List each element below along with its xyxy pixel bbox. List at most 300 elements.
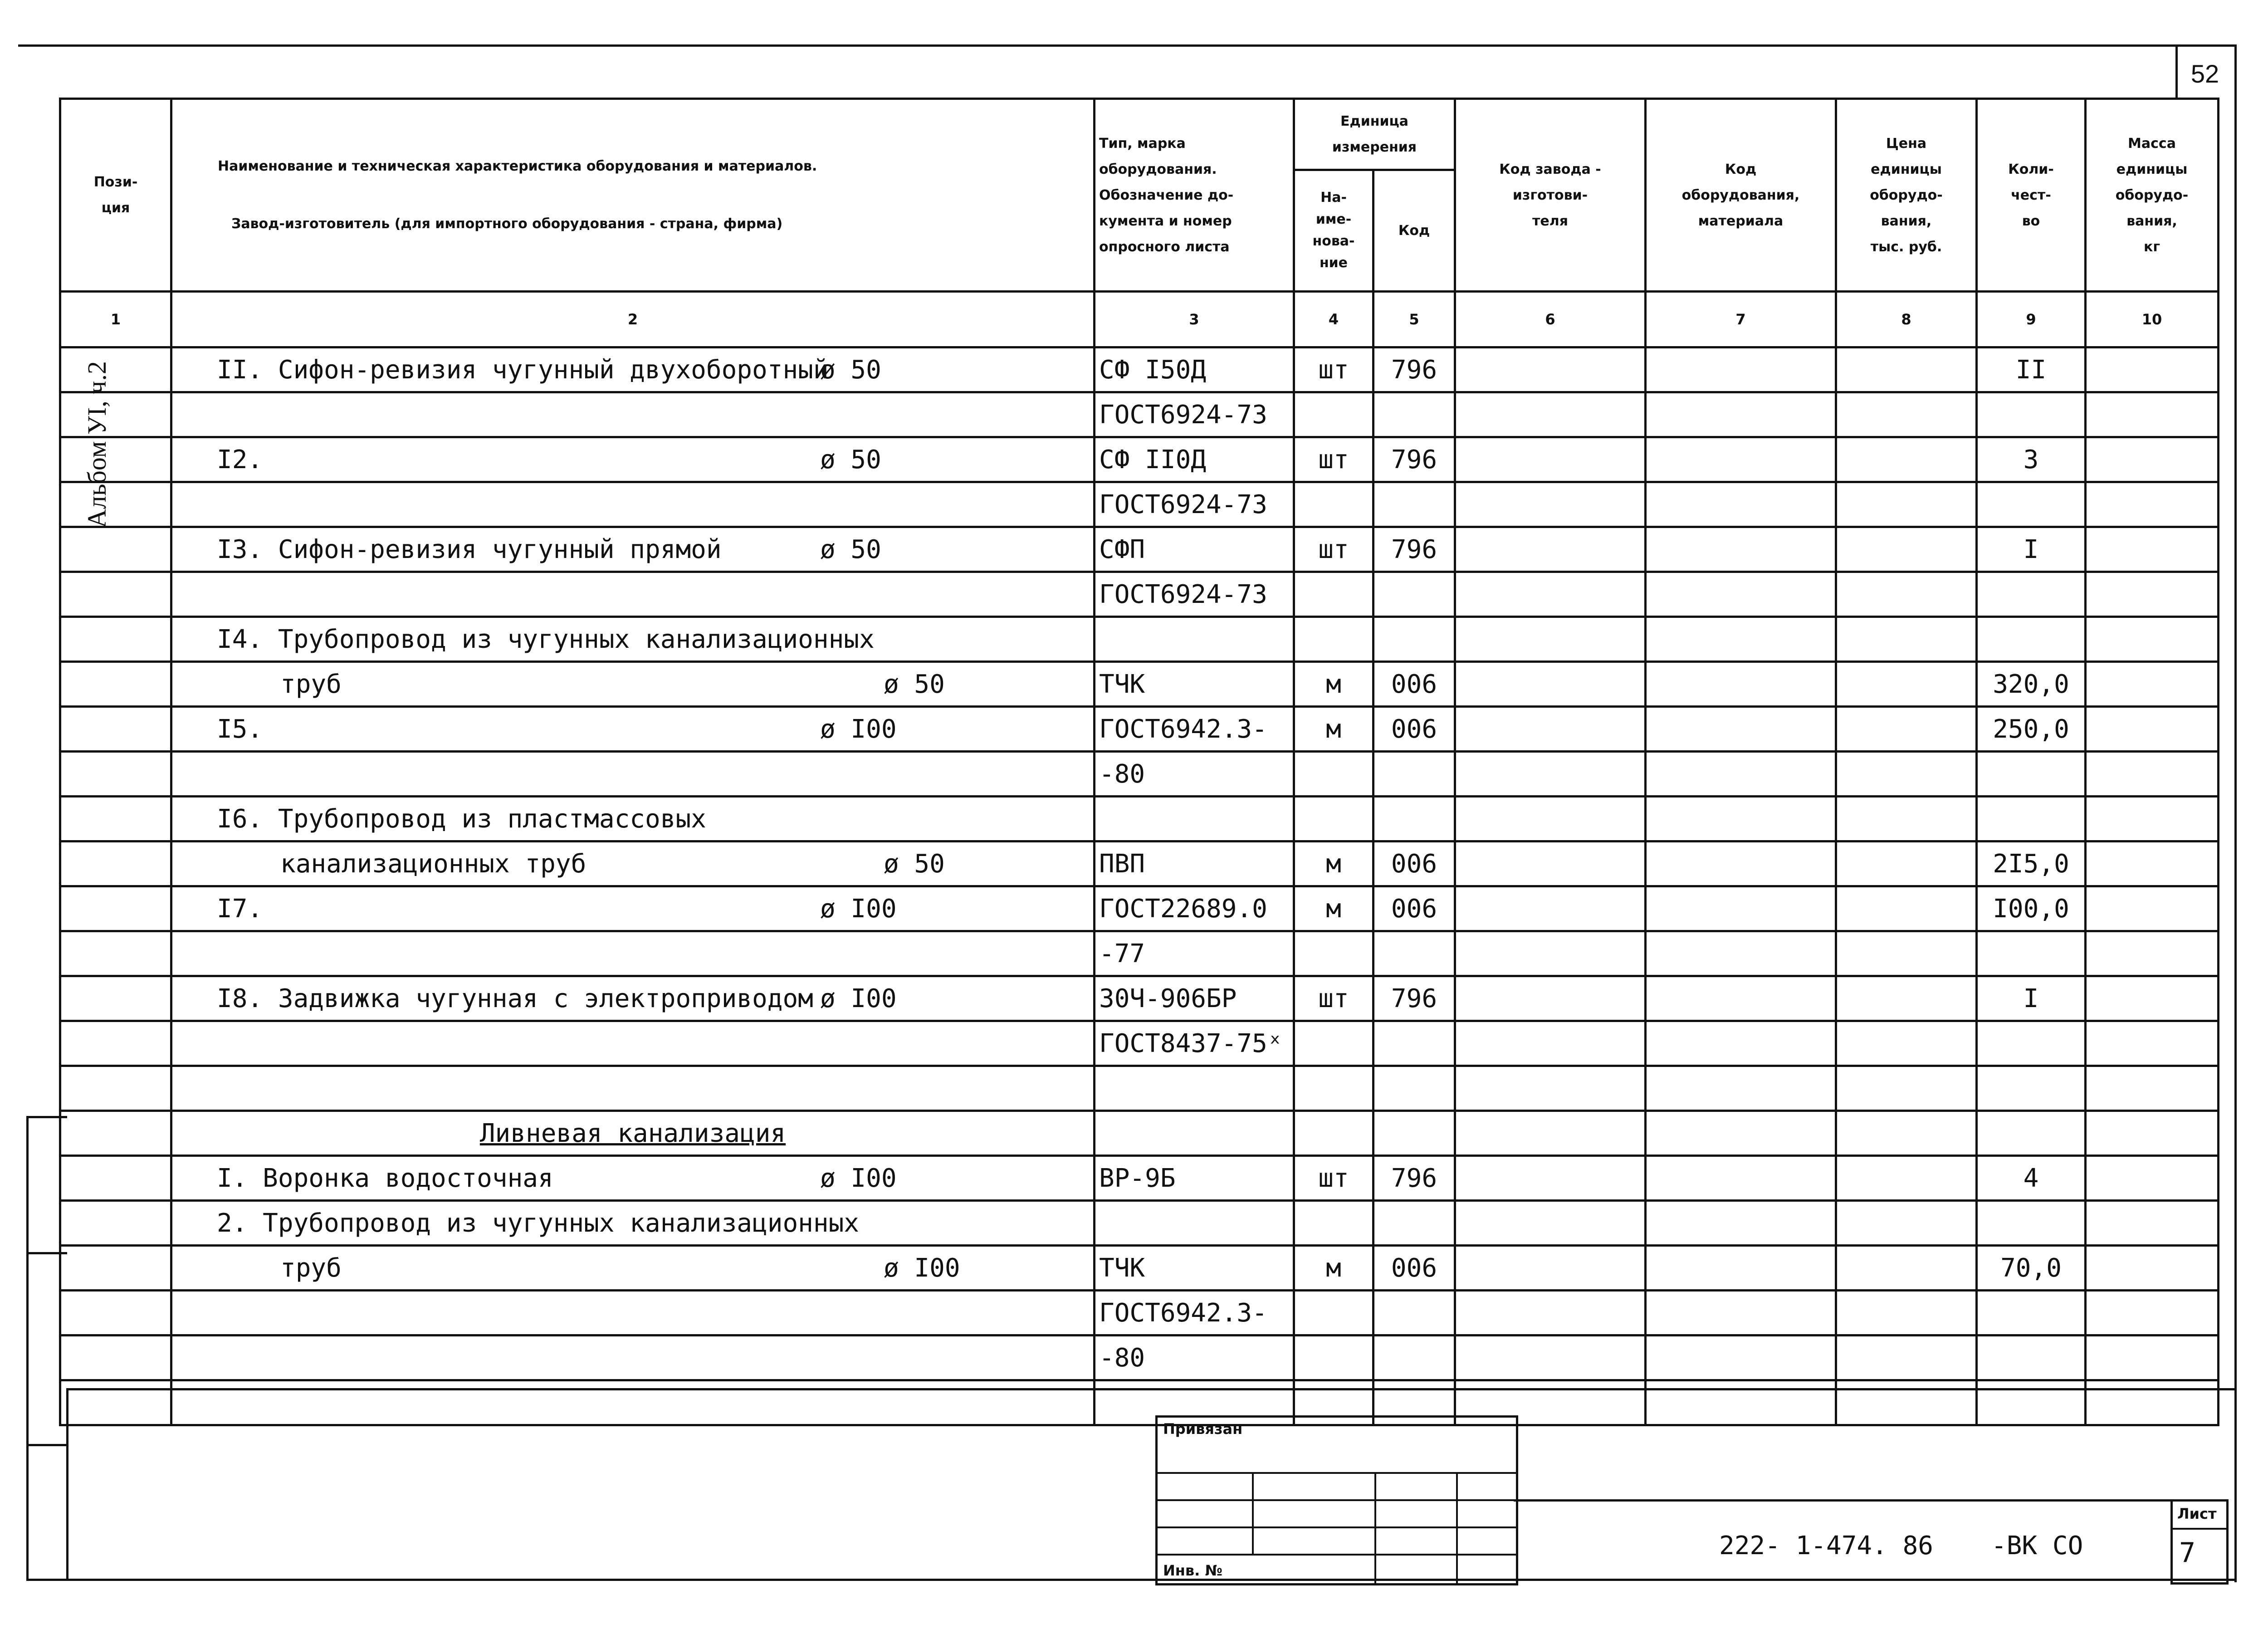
stamp-line xyxy=(1158,1499,1516,1501)
cell-factory-code xyxy=(1455,707,1646,752)
table-row xyxy=(60,572,2219,617)
cell-mass xyxy=(2086,1111,2219,1156)
cell-type: СФП xyxy=(1095,527,1294,572)
table-row xyxy=(60,1156,2219,1201)
column-number: 4 xyxy=(1294,292,1374,347)
cell-quantity xyxy=(1977,797,2086,841)
cell-position xyxy=(60,1246,171,1291)
item-diameter: ø 50 xyxy=(884,669,945,699)
table-row xyxy=(60,1380,2219,1425)
cell-type xyxy=(1095,1066,1294,1111)
cell-position xyxy=(60,437,171,482)
header-name-line1: Наименование и техническая характеристика оборудования и материалов. xyxy=(218,158,817,174)
cell-quantity xyxy=(1977,1021,2086,1066)
column-number: 1 xyxy=(60,292,171,347)
stamp-label: Привязан xyxy=(1163,1420,1243,1438)
cell-unit-code xyxy=(1374,1066,1455,1111)
cell-equipment-code xyxy=(1646,572,1836,617)
cell-type: ГОСТ6924-73 xyxy=(1095,392,1294,437)
cell-name xyxy=(171,1066,1095,1111)
cell-factory-code xyxy=(1455,392,1646,437)
cell-name xyxy=(171,976,1095,1021)
cell-factory-code xyxy=(1455,1291,1646,1336)
cell-quantity xyxy=(1977,482,2086,527)
table-row xyxy=(60,1021,2219,1066)
cell-unit-code xyxy=(1374,1111,1455,1156)
cell-quantity: 70,0 xyxy=(1977,1246,2086,1291)
cell-unit xyxy=(1294,1291,1374,1336)
cell-mass xyxy=(2086,886,2219,931)
cell-name xyxy=(171,1380,1095,1425)
cell-quantity xyxy=(1977,1066,2086,1111)
header-unit-group: Единица измерения xyxy=(1294,99,1455,170)
cell-equipment-code xyxy=(1646,797,1836,841)
table-row xyxy=(60,976,2219,1021)
document-suffix: -ВК СО xyxy=(1991,1531,2083,1561)
stamp-line xyxy=(1252,1472,1254,1554)
cell-unit: м xyxy=(1294,841,1374,886)
cell-name: Ливневая канализация xyxy=(171,1111,1095,1156)
cell-name xyxy=(171,392,1095,437)
sheet-number: 52 xyxy=(2190,59,2219,88)
item-name: I3. Сифон-ревизия чугунный прямой xyxy=(217,534,722,564)
item-name: I2. xyxy=(217,445,263,475)
item-diameter: ø I00 xyxy=(820,1163,897,1193)
item-diameter: ø 50 xyxy=(820,445,881,475)
cell-unit-code: 796 xyxy=(1374,437,1455,482)
cell-name xyxy=(171,1021,1095,1066)
cell-mass xyxy=(2086,707,2219,752)
item-name: труб xyxy=(280,669,342,699)
column-number: 9 xyxy=(1977,292,2086,347)
sheet-box-value: 7 xyxy=(2179,1537,2196,1569)
cell-equipment-code xyxy=(1646,347,1836,392)
cell-name xyxy=(171,1336,1095,1380)
cell-name xyxy=(171,572,1095,617)
cell-unit: м xyxy=(1294,707,1374,752)
stamp-line xyxy=(1158,1526,1516,1528)
cell-type xyxy=(1095,1111,1294,1156)
table-row xyxy=(60,482,2219,527)
cell-mass xyxy=(2086,797,2219,841)
cell-unit-code xyxy=(1374,797,1455,841)
item-diameter: ø I00 xyxy=(820,983,897,1013)
cell-equipment-code xyxy=(1646,527,1836,572)
cell-unit-code: 796 xyxy=(1374,976,1455,1021)
cell-position xyxy=(60,1291,171,1336)
cell-position xyxy=(60,662,171,707)
cell-factory-code xyxy=(1455,1111,1646,1156)
table-row xyxy=(60,1291,2219,1336)
cell-position xyxy=(60,931,171,976)
cell-position xyxy=(60,1336,171,1380)
cell-name xyxy=(171,1291,1095,1336)
cell-position xyxy=(60,707,171,752)
table-row xyxy=(60,662,2219,707)
sheet-box-label: Лист xyxy=(2177,1505,2217,1522)
cell-price xyxy=(1836,1336,1977,1380)
table-row xyxy=(60,1201,2219,1246)
cell-equipment-code xyxy=(1646,1021,1836,1066)
cell-mass xyxy=(2086,527,2219,572)
table-row xyxy=(60,1111,2219,1156)
item-name: I8. Задвижка чугунная с электроприводом xyxy=(217,983,813,1013)
cell-name xyxy=(171,797,1095,841)
header-quantity: Коли- чест- во xyxy=(1977,99,2086,292)
cell-mass xyxy=(2086,1201,2219,1246)
cell-price xyxy=(1836,482,1977,527)
cell-equipment-code xyxy=(1646,1246,1836,1291)
cell-position xyxy=(60,797,171,841)
cell-factory-code xyxy=(1455,1246,1646,1291)
cell-quantity xyxy=(1977,1201,2086,1246)
cell-unit-code: 796 xyxy=(1374,527,1455,572)
cell-factory-code xyxy=(1455,1066,1646,1111)
cell-mass xyxy=(2086,437,2219,482)
cell-factory-code xyxy=(1455,797,1646,841)
item-name: 2. Трубопровод из чугунных канализационных xyxy=(217,1208,860,1238)
cell-quantity xyxy=(1977,1336,2086,1380)
cell-quantity xyxy=(1977,752,2086,797)
table-row xyxy=(60,886,2219,931)
cell-type: -77 xyxy=(1095,931,1294,976)
cell-equipment-code xyxy=(1646,392,1836,437)
cell-type: ГОСТ6942.3- xyxy=(1095,707,1294,752)
item-name: канализационных труб xyxy=(280,849,587,879)
stamp-line xyxy=(1158,1554,1516,1556)
header-mass: Масса единицы оборудо- вания, кг xyxy=(2086,99,2219,292)
table-row xyxy=(60,707,2219,752)
cell-mass xyxy=(2086,347,2219,392)
cell-name xyxy=(171,1201,1095,1246)
cell-name xyxy=(171,886,1095,931)
cell-equipment-code xyxy=(1646,437,1836,482)
cell-quantity: II xyxy=(1977,347,2086,392)
cell-unit: м xyxy=(1294,662,1374,707)
cell-quantity: 250,0 xyxy=(1977,707,2086,752)
cell-unit xyxy=(1294,931,1374,976)
cell-equipment-code xyxy=(1646,841,1836,886)
cell-price xyxy=(1836,1246,1977,1291)
cell-equipment-code xyxy=(1646,707,1836,752)
table-row xyxy=(60,392,2219,437)
header-type: Тип, марка оборудования. Обозначение до- кумента и номер опросного листа xyxy=(1095,99,1294,292)
table-body xyxy=(60,347,2219,1425)
cell-name xyxy=(171,617,1095,662)
cell-unit xyxy=(1294,617,1374,662)
cell-factory-code xyxy=(1455,1201,1646,1246)
table-row xyxy=(60,931,2219,976)
bottom-border-line xyxy=(26,1579,2237,1581)
table-row xyxy=(60,617,2219,662)
column-number: 7 xyxy=(1646,292,1836,347)
cell-unit xyxy=(1294,797,1374,841)
cell-unit-code: 006 xyxy=(1374,1246,1455,1291)
cell-position xyxy=(60,1066,171,1111)
cell-name xyxy=(171,752,1095,797)
item-name: I. Воронка водосточная xyxy=(217,1163,553,1193)
cell-name xyxy=(171,347,1095,392)
table-row xyxy=(60,797,2219,841)
cell-type xyxy=(1095,617,1294,662)
cell-price xyxy=(1836,976,1977,1021)
side-label: Альбом УI, ч.2 xyxy=(82,361,112,528)
cell-name xyxy=(171,527,1095,572)
cell-price xyxy=(1836,437,1977,482)
table-row xyxy=(60,527,2219,572)
item-name: I5. xyxy=(217,714,263,744)
cell-factory-code xyxy=(1455,1156,1646,1201)
cell-quantity xyxy=(1977,931,2086,976)
cell-factory-code xyxy=(1455,482,1646,527)
cell-position xyxy=(60,1111,171,1156)
cell-factory-code xyxy=(1455,752,1646,797)
cell-equipment-code xyxy=(1646,617,1836,662)
cell-mass xyxy=(2086,976,2219,1021)
cell-mass xyxy=(2086,1156,2219,1201)
table-row xyxy=(60,437,2219,482)
cell-factory-code xyxy=(1455,437,1646,482)
item-diameter: ø I00 xyxy=(884,1253,960,1283)
cell-position xyxy=(60,1201,171,1246)
cell-price xyxy=(1836,662,1977,707)
cell-unit-code xyxy=(1374,752,1455,797)
cell-position xyxy=(60,527,171,572)
cell-unit-code xyxy=(1374,482,1455,527)
cell-unit: шт xyxy=(1294,1156,1374,1201)
column-number: 5 xyxy=(1374,292,1455,347)
cell-mass xyxy=(2086,1021,2219,1066)
cell-name xyxy=(171,1246,1095,1291)
cell-unit xyxy=(1294,1021,1374,1066)
cell-name xyxy=(171,931,1095,976)
cell-mass xyxy=(2086,841,2219,886)
cell-price xyxy=(1836,1156,1977,1201)
cell-name xyxy=(171,707,1095,752)
cell-equipment-code xyxy=(1646,1111,1836,1156)
cell-unit-code xyxy=(1374,1336,1455,1380)
cell-price xyxy=(1836,1111,1977,1156)
header-price: Цена единицы оборудо- вания, тыс. руб. xyxy=(1836,99,1977,292)
cell-unit-code xyxy=(1374,572,1455,617)
cell-unit-code xyxy=(1374,1291,1455,1336)
column-number: 2 xyxy=(171,292,1095,347)
header-unit-code: Код xyxy=(1374,170,1455,291)
cell-type: ГОСТ6924-73 xyxy=(1095,482,1294,527)
cell-type: -80 xyxy=(1095,1336,1294,1380)
cell-equipment-code xyxy=(1646,752,1836,797)
cell-type: ПВП xyxy=(1095,841,1294,886)
cell-mass xyxy=(2086,1066,2219,1111)
cell-type xyxy=(1095,797,1294,841)
cell-quantity xyxy=(1977,1380,2086,1425)
left-margin-line xyxy=(26,1116,29,1581)
item-name: I6. Трубопровод из пластмассовых xyxy=(217,804,706,834)
item-diameter: ø 50 xyxy=(884,849,945,879)
cell-price xyxy=(1836,1021,1977,1066)
cell-factory-code xyxy=(1455,1336,1646,1380)
cell-unit: шт xyxy=(1294,527,1374,572)
cell-price xyxy=(1836,1291,1977,1336)
table-row xyxy=(60,1066,2219,1111)
table-row xyxy=(60,347,2219,392)
cell-price xyxy=(1836,931,1977,976)
cell-price xyxy=(1836,1380,1977,1425)
cell-equipment-code xyxy=(1646,482,1836,527)
cell-price xyxy=(1836,617,1977,662)
column-number: 10 xyxy=(2086,292,2219,347)
cell-quantity: I00,0 xyxy=(1977,886,2086,931)
top-border-line xyxy=(18,44,2234,47)
cell-factory-code xyxy=(1455,572,1646,617)
cell-unit xyxy=(1294,392,1374,437)
cell-mass xyxy=(2086,662,2219,707)
cell-quantity xyxy=(1977,1291,2086,1336)
margin-tick xyxy=(26,1444,67,1446)
cell-unit-code xyxy=(1374,1201,1455,1246)
cell-unit-code: 006 xyxy=(1374,707,1455,752)
cell-unit xyxy=(1294,1336,1374,1380)
sheet-box xyxy=(2170,1499,2229,1585)
cell-factory-code xyxy=(1455,1021,1646,1066)
cell-type: ГОСТ6924-73 xyxy=(1095,572,1294,617)
cell-position xyxy=(60,886,171,931)
cell-factory-code xyxy=(1455,662,1646,707)
cell-equipment-code xyxy=(1646,1336,1836,1380)
item-diameter: ø 50 xyxy=(820,355,881,385)
item-name: II. Сифон-ревизия чугунный двухоборотный xyxy=(217,355,829,385)
cell-quantity: 3 xyxy=(1977,437,2086,482)
cell-factory-code xyxy=(1455,976,1646,1021)
cell-type: СФ II0Д xyxy=(1095,437,1294,482)
table-row xyxy=(60,752,2219,797)
cell-mass xyxy=(2086,752,2219,797)
cell-type: СФ I50Д xyxy=(1095,347,1294,392)
cell-unit-code: 796 xyxy=(1374,347,1455,392)
cell-price xyxy=(1836,392,1977,437)
header-position: Пози- ция xyxy=(60,99,171,292)
header-factory-code: Код завода - изготови- теля xyxy=(1455,99,1646,292)
column-number: 6 xyxy=(1455,292,1646,347)
cell-position xyxy=(60,1380,171,1425)
cell-unit: м xyxy=(1294,1246,1374,1291)
cell-unit-code: 006 xyxy=(1374,886,1455,931)
cell-name xyxy=(171,1156,1095,1201)
cell-position xyxy=(60,347,171,392)
document-code: 222- 1-474. 86 xyxy=(1719,1531,1934,1561)
cell-type: ТЧК xyxy=(1095,662,1294,707)
cell-factory-code xyxy=(1455,931,1646,976)
cell-unit-code: 006 xyxy=(1374,841,1455,886)
cell-price xyxy=(1836,527,1977,572)
cell-mass xyxy=(2086,572,2219,617)
cell-mass xyxy=(2086,617,2219,662)
cell-quantity: I xyxy=(1977,527,2086,572)
cell-mass xyxy=(2086,482,2219,527)
cell-unit-code xyxy=(1374,392,1455,437)
cell-factory-code xyxy=(1455,841,1646,886)
cell-name xyxy=(171,662,1095,707)
cell-factory-code xyxy=(1455,886,1646,931)
cell-equipment-code xyxy=(1646,1201,1836,1246)
cell-position xyxy=(60,572,171,617)
item-name: труб xyxy=(280,1253,342,1283)
header-name xyxy=(171,99,1095,292)
cell-unit-code xyxy=(1374,617,1455,662)
cell-unit xyxy=(1294,482,1374,527)
cell-position xyxy=(60,752,171,797)
cell-equipment-code xyxy=(1646,1380,1836,1425)
cell-price xyxy=(1836,1201,1977,1246)
cell-mass xyxy=(2086,392,2219,437)
cell-price xyxy=(1836,886,1977,931)
cell-price xyxy=(1836,707,1977,752)
cell-quantity: 2I5,0 xyxy=(1977,841,2086,886)
cell-factory-code xyxy=(1455,347,1646,392)
stamp-line xyxy=(1374,1472,1376,1583)
item-name: I4. Трубопровод из чугунных канализационных xyxy=(217,624,875,654)
cell-quantity xyxy=(1977,572,2086,617)
cell-equipment-code xyxy=(1646,976,1836,1021)
cell-type: 30Ч-906БР xyxy=(1095,976,1294,1021)
cell-unit-code: 006 xyxy=(1374,662,1455,707)
cell-unit xyxy=(1294,572,1374,617)
cell-unit xyxy=(1294,1066,1374,1111)
table-row xyxy=(60,1246,2219,1291)
item-name: I7. xyxy=(217,894,263,924)
cell-unit: шт xyxy=(1294,347,1374,392)
cell-unit xyxy=(1294,1111,1374,1156)
specification-table xyxy=(59,98,2219,1426)
right-border-line xyxy=(2234,44,2237,1582)
cell-factory-code xyxy=(1455,527,1646,572)
cell-equipment-code xyxy=(1646,1156,1836,1201)
stamp-line xyxy=(1456,1472,1458,1583)
title-block-line xyxy=(1514,1499,2171,1502)
table-row xyxy=(60,841,2219,886)
cell-price xyxy=(1836,347,1977,392)
cell-name xyxy=(171,437,1095,482)
cell-price xyxy=(1836,797,1977,841)
cell-mass xyxy=(2086,931,2219,976)
table-row xyxy=(60,1336,2219,1380)
column-number: 8 xyxy=(1836,292,1977,347)
cell-type: ГОСТ22689.0 xyxy=(1095,886,1294,931)
item-diameter: ø 50 xyxy=(820,534,881,564)
cell-equipment-code xyxy=(1646,1066,1836,1111)
cell-quantity: 320,0 xyxy=(1977,662,2086,707)
cell-position xyxy=(60,976,171,1021)
column-number: 3 xyxy=(1095,292,1294,347)
cell-equipment-code xyxy=(1646,886,1836,931)
sheet-box-line xyxy=(2173,1528,2226,1530)
item-diameter: ø I00 xyxy=(820,894,897,924)
cell-quantity: 4 xyxy=(1977,1156,2086,1201)
cell-type: -80 xyxy=(1095,752,1294,797)
cell-quantity: I xyxy=(1977,976,2086,1021)
cell-unit xyxy=(1294,752,1374,797)
cell-price xyxy=(1836,572,1977,617)
cell-quantity xyxy=(1977,617,2086,662)
cell-type: ГОСТ6942.3- xyxy=(1095,1291,1294,1336)
cell-position xyxy=(60,841,171,886)
stamp-line xyxy=(1158,1472,1516,1474)
cell-type: ТЧК xyxy=(1095,1246,1294,1291)
header-name-line2: Завод-изготовитель (для импортного оборудования - страна, фирма) xyxy=(231,216,783,232)
cell-position xyxy=(60,392,171,437)
cell-position xyxy=(60,617,171,662)
cell-equipment-code xyxy=(1646,1291,1836,1336)
